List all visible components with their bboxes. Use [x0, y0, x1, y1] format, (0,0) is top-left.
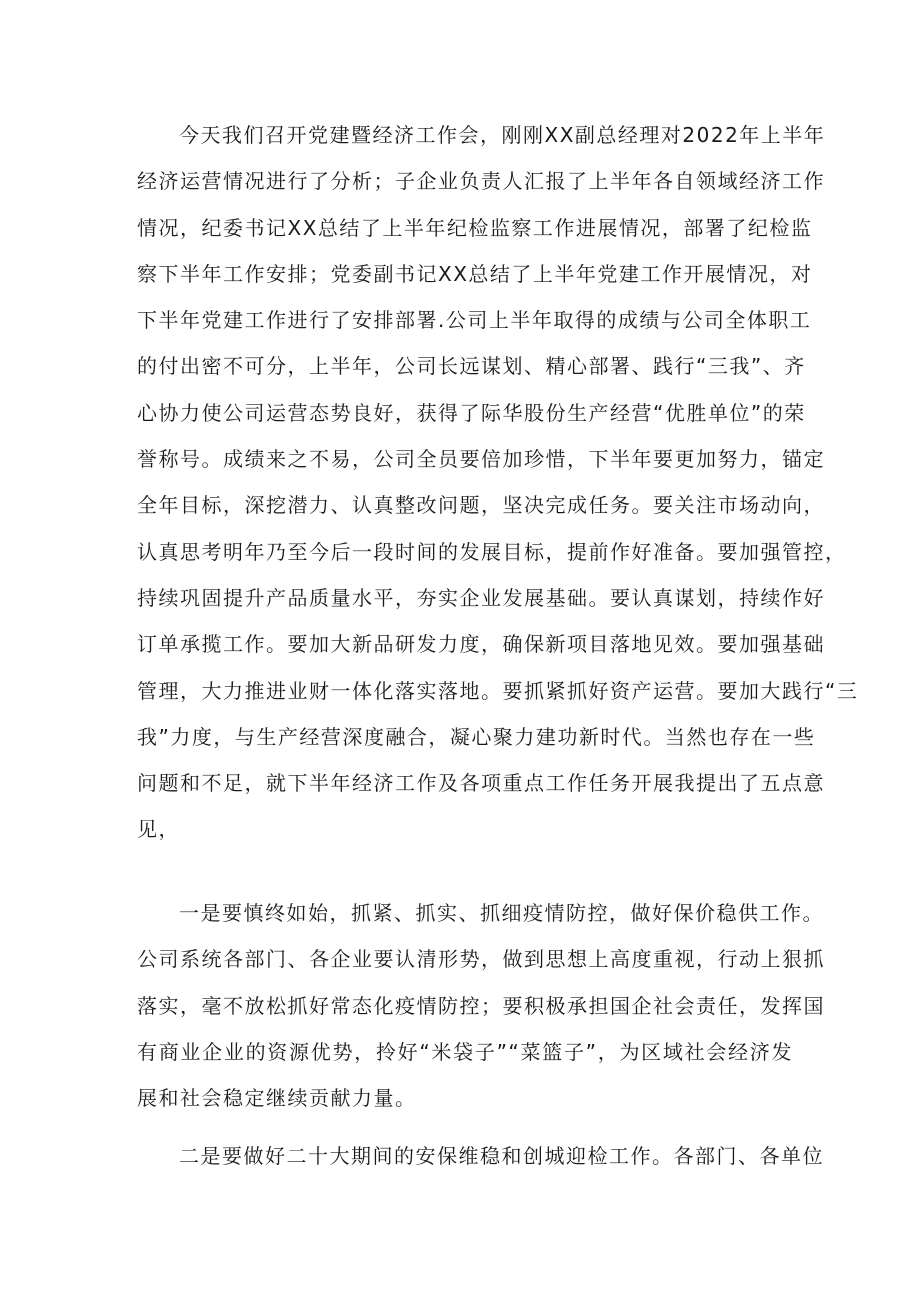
text-line: 察下半年工作安排；党委副书记XX总结了上半年党建工作开展情况，对 [137, 261, 813, 286]
text-line: 经济运营情况进行了分析；子企业负责人汇报了上半年各自领域经济工作 [137, 169, 825, 194]
paragraph-intro [137, 112, 859, 853]
text-line: 全年目标，深挖潜力、认真整改问题，坚决完成任务。要关注市场动向， [137, 493, 825, 518]
text-line: 订单承揽工作。要加大新品研发力度，确保新项目落地见效。要加强基础 [137, 632, 825, 657]
text-line: 下半年党建工作进行了安排部署.公司上半年取得的成绩与公司全体职工 [137, 308, 812, 333]
text-line: 问题和不足，就下半年经济工作及各项重点工作任务开展我提出了五点意 [137, 771, 825, 796]
paragraph-point-two [137, 1133, 824, 1179]
text-line: 情况，纪委书记XX总结了上半年纪检监察工作进展情况，部署了纪检监 [137, 215, 813, 240]
paragraph-point-one [137, 890, 825, 1121]
text-line: 落实，毫不放松抓好常态化疫情防控；要积极承担国企社会责任，发挥国 [137, 993, 825, 1018]
text-line: 管理，大力推进业财一体化落实落地。要抓紧抓好资产运营。要加大践行“三 [137, 678, 859, 703]
text-line: 心协力使公司运营态势良好，获得了际华股份生产经营“优胜单位”的荣 [137, 400, 806, 425]
text-line: 有商业企业的资源优势，拎好“米袋子”“菜篮子”，为区域社会经济发 [137, 1039, 793, 1064]
text-line: 的付出密不可分，上半年，公司长远谋划、精心部署、践行“三我”、齐 [137, 354, 806, 379]
text-line: 誉称号。成绩来之不易，公司全员要倍加珍惜，下半年要更加努力，锚定 [137, 447, 825, 472]
text-line: 二是要做好二十大期间的安保维稳和创城迎检工作。各部门、各单位 [179, 1144, 824, 1168]
text-line: 持续巩固提升产品质量水平，夯实企业发展基础。要认真谋划，持续作好 [137, 585, 825, 610]
text-line: 认真思考明年乃至今后一段时间的发展目标，提前作好准备。要加强管控， [137, 539, 847, 564]
text-line: 今天我们召开党建暨经济工作会，刚刚XX副总经理对2022年上半年 [179, 123, 826, 147]
text-line: 展和社会稳定继续贡献力量。 [137, 1086, 417, 1111]
text-line: 见， [137, 817, 180, 842]
text-line: 我”力度，与生产经营深度融合，凝心聚力建功新时代。当然也存在一些 [137, 724, 816, 749]
text-line: 公司系统各部门、各企业要认清形势，做到思想上高度重视，行动上狠抓 [137, 947, 825, 972]
text-line: 一是要慎终如始，抓紧、抓实、抓细疫情防控，做好保价稳供工作。 [179, 901, 824, 925]
